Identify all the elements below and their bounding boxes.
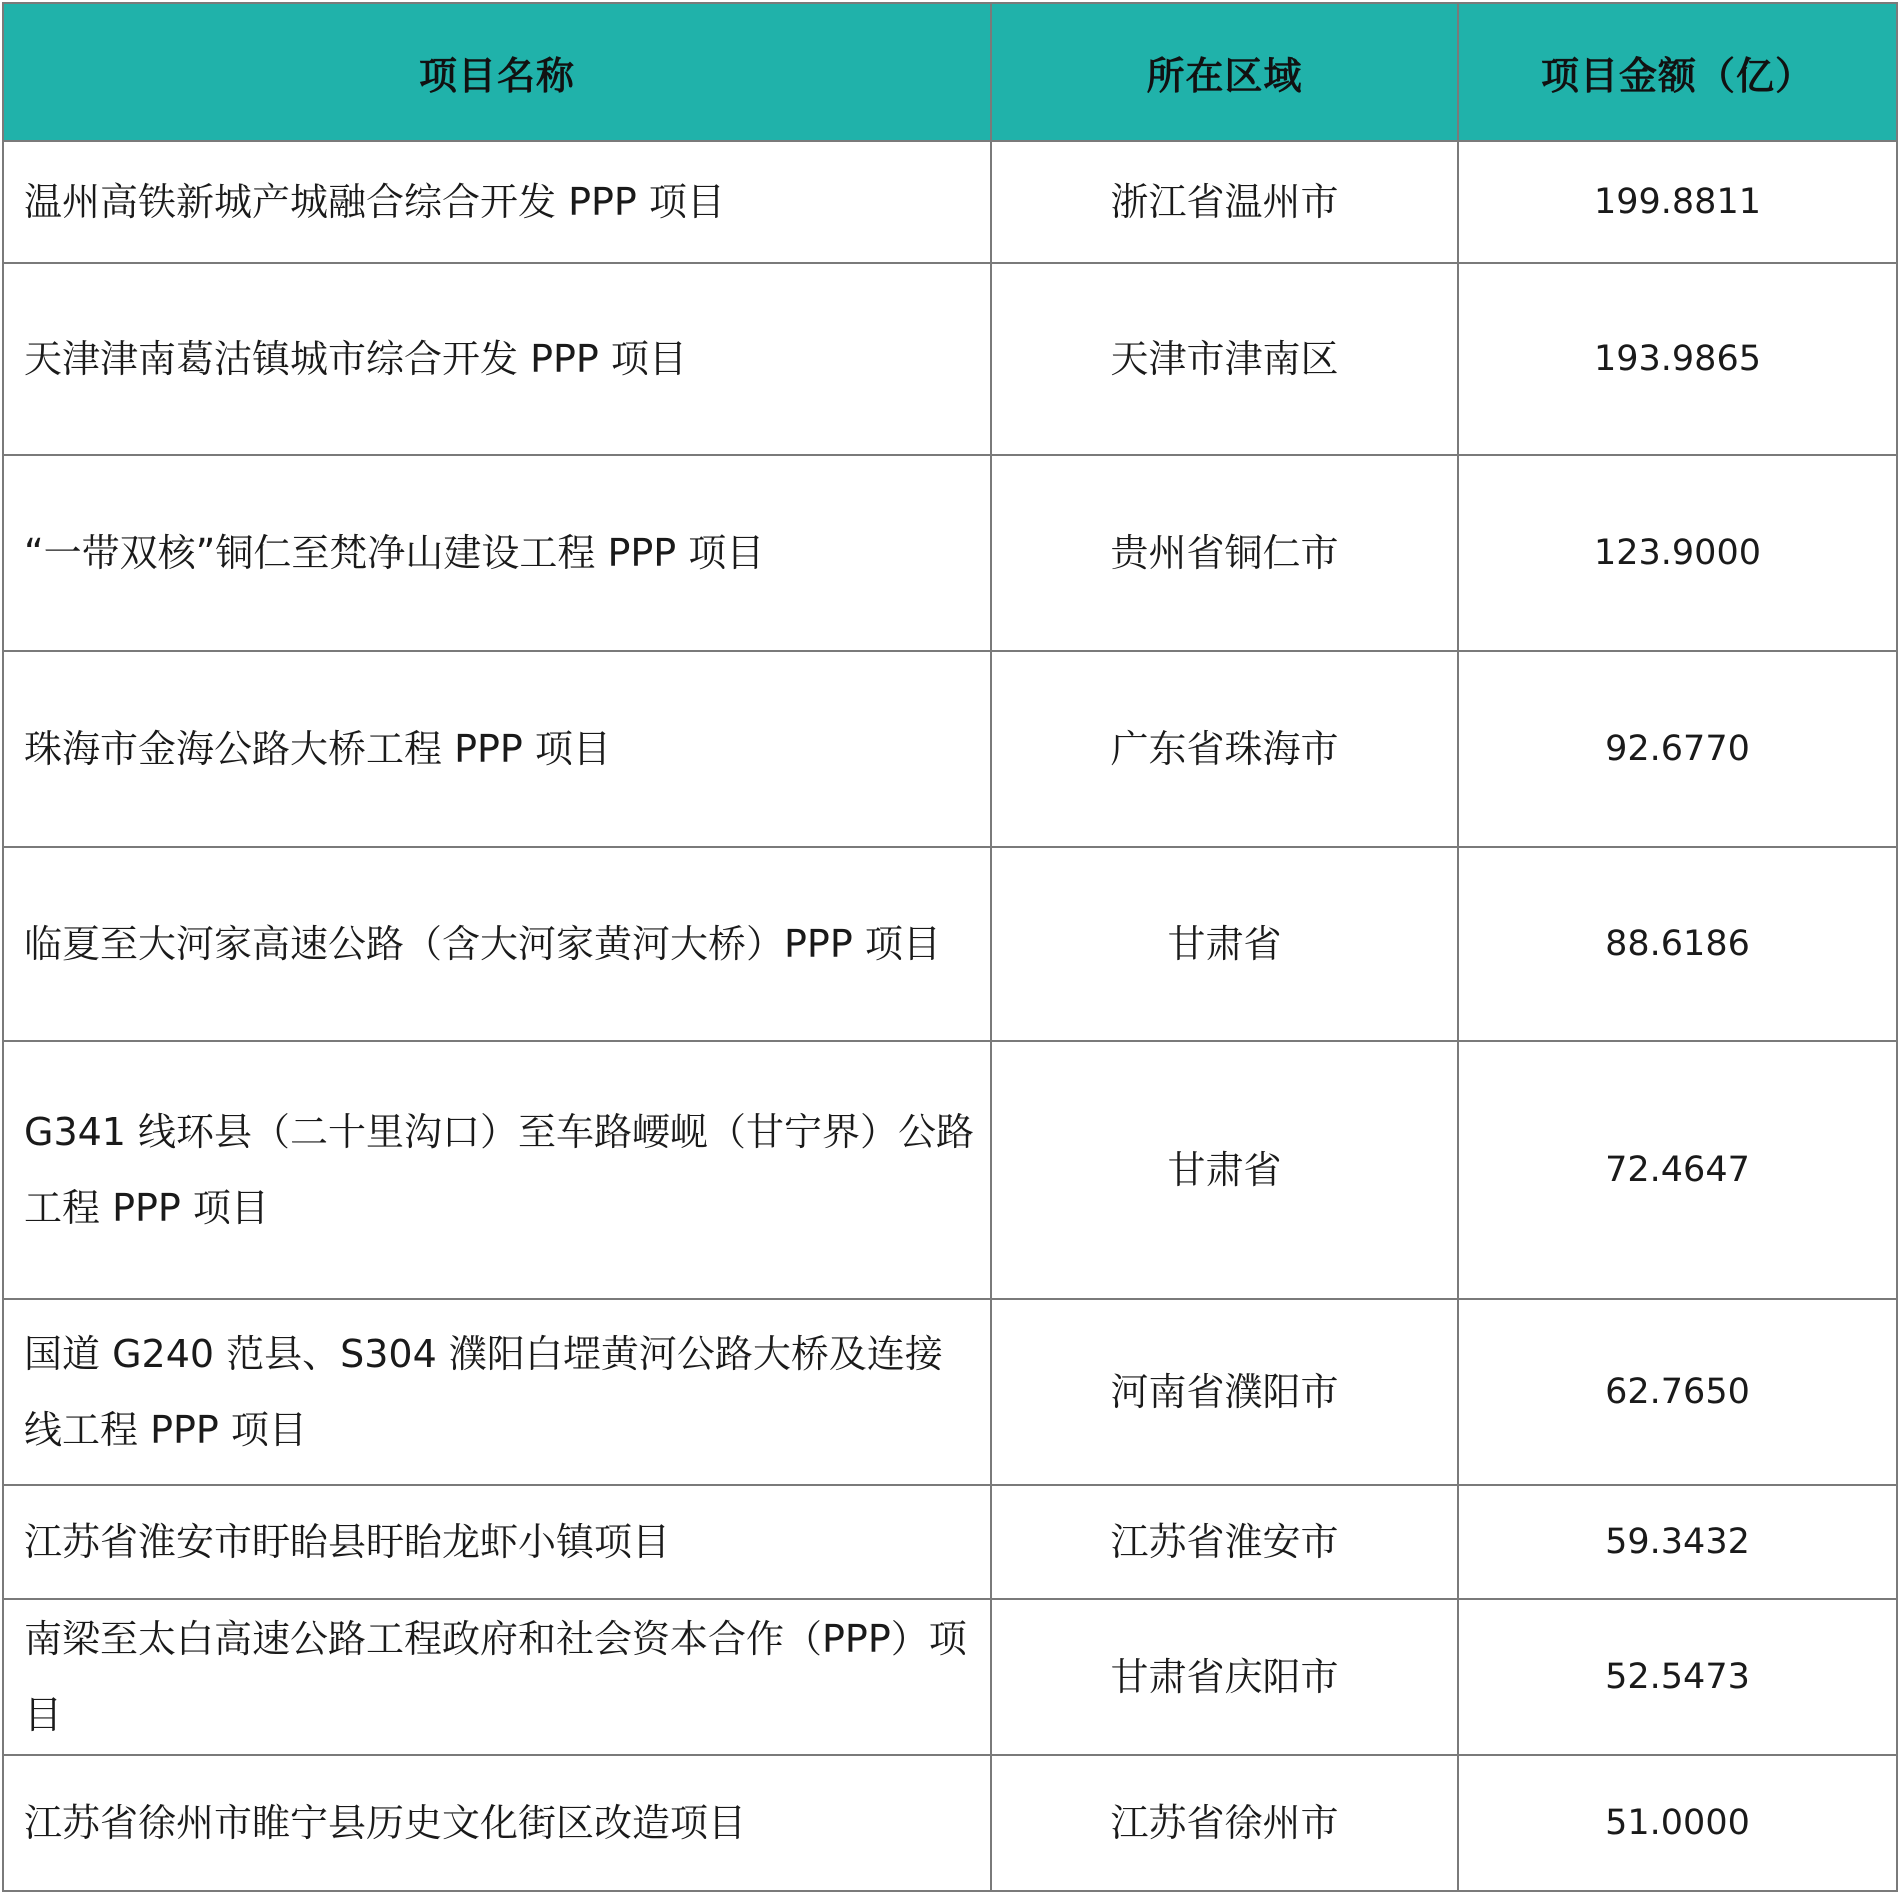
amount-cell: 52.5473 [1458,1599,1897,1755]
project-name-cell: 国道 G240 范县、S304 濮阳白堽黄河公路大桥及连接线工程 PPP 项目 [3,1299,991,1485]
table-row [3,1041,1897,1299]
table-row [3,141,1897,263]
amount-cell: 72.4647 [1458,1041,1897,1299]
table-row [3,1599,1897,1755]
project-name-cell: 临夏至大河家高速公路（含大河家黄河大桥）PPP 项目 [3,847,991,1041]
region-cell: 甘肃省 [991,1041,1458,1299]
amount-cell: 123.9000 [1458,455,1897,651]
table-row [3,455,1897,651]
region-cell: 浙江省温州市 [991,141,1458,263]
project-name-cell: 南梁至太白高速公路工程政府和社会资本合作（PPP）项目 [3,1599,991,1755]
header-project-name: 项目名称 [3,3,991,141]
table-row [3,651,1897,847]
ppp-project-table [2,2,1898,1892]
project-name-cell: 温州高铁新城产城融合综合开发 PPP 项目 [3,141,991,263]
amount-cell: 62.7650 [1458,1299,1897,1485]
table-row [3,1299,1897,1485]
region-cell: 江苏省徐州市 [991,1755,1458,1891]
amount-cell: 88.6186 [1458,847,1897,1041]
project-name-cell: 天津津南葛沽镇城市综合开发 PPP 项目 [3,263,991,455]
region-cell: 甘肃省庆阳市 [991,1599,1458,1755]
header-amount: 项目金额（亿） [1458,3,1897,141]
project-name-cell: 江苏省淮安市盱眙县盱眙龙虾小镇项目 [3,1485,991,1599]
region-cell: 甘肃省 [991,847,1458,1041]
header-region: 所在区域 [991,3,1458,141]
table-header-row [3,3,1897,141]
amount-cell: 193.9865 [1458,263,1897,455]
project-name-cell: 珠海市金海公路大桥工程 PPP 项目 [3,651,991,847]
amount-cell: 199.8811 [1458,141,1897,263]
region-cell: 贵州省铜仁市 [991,455,1458,651]
amount-cell: 92.6770 [1458,651,1897,847]
project-name-cell: G341 线环县（二十里沟口）至车路崾岘（甘宁界）公路工程 PPP 项目 [3,1041,991,1299]
table-row [3,1755,1897,1891]
project-name-cell: 江苏省徐州市睢宁县历史文化街区改造项目 [3,1755,991,1891]
amount-cell: 51.0000 [1458,1755,1897,1891]
table-row [3,263,1897,455]
region-cell: 广东省珠海市 [991,651,1458,847]
region-cell: 天津市津南区 [991,263,1458,455]
table-row [3,1485,1897,1599]
region-cell: 河南省濮阳市 [991,1299,1458,1485]
amount-cell: 59.3432 [1458,1485,1897,1599]
region-cell: 江苏省淮安市 [991,1485,1458,1599]
project-name-cell: “一带双核”铜仁至梵净山建设工程 PPP 项目 [3,455,991,651]
table-row [3,847,1897,1041]
